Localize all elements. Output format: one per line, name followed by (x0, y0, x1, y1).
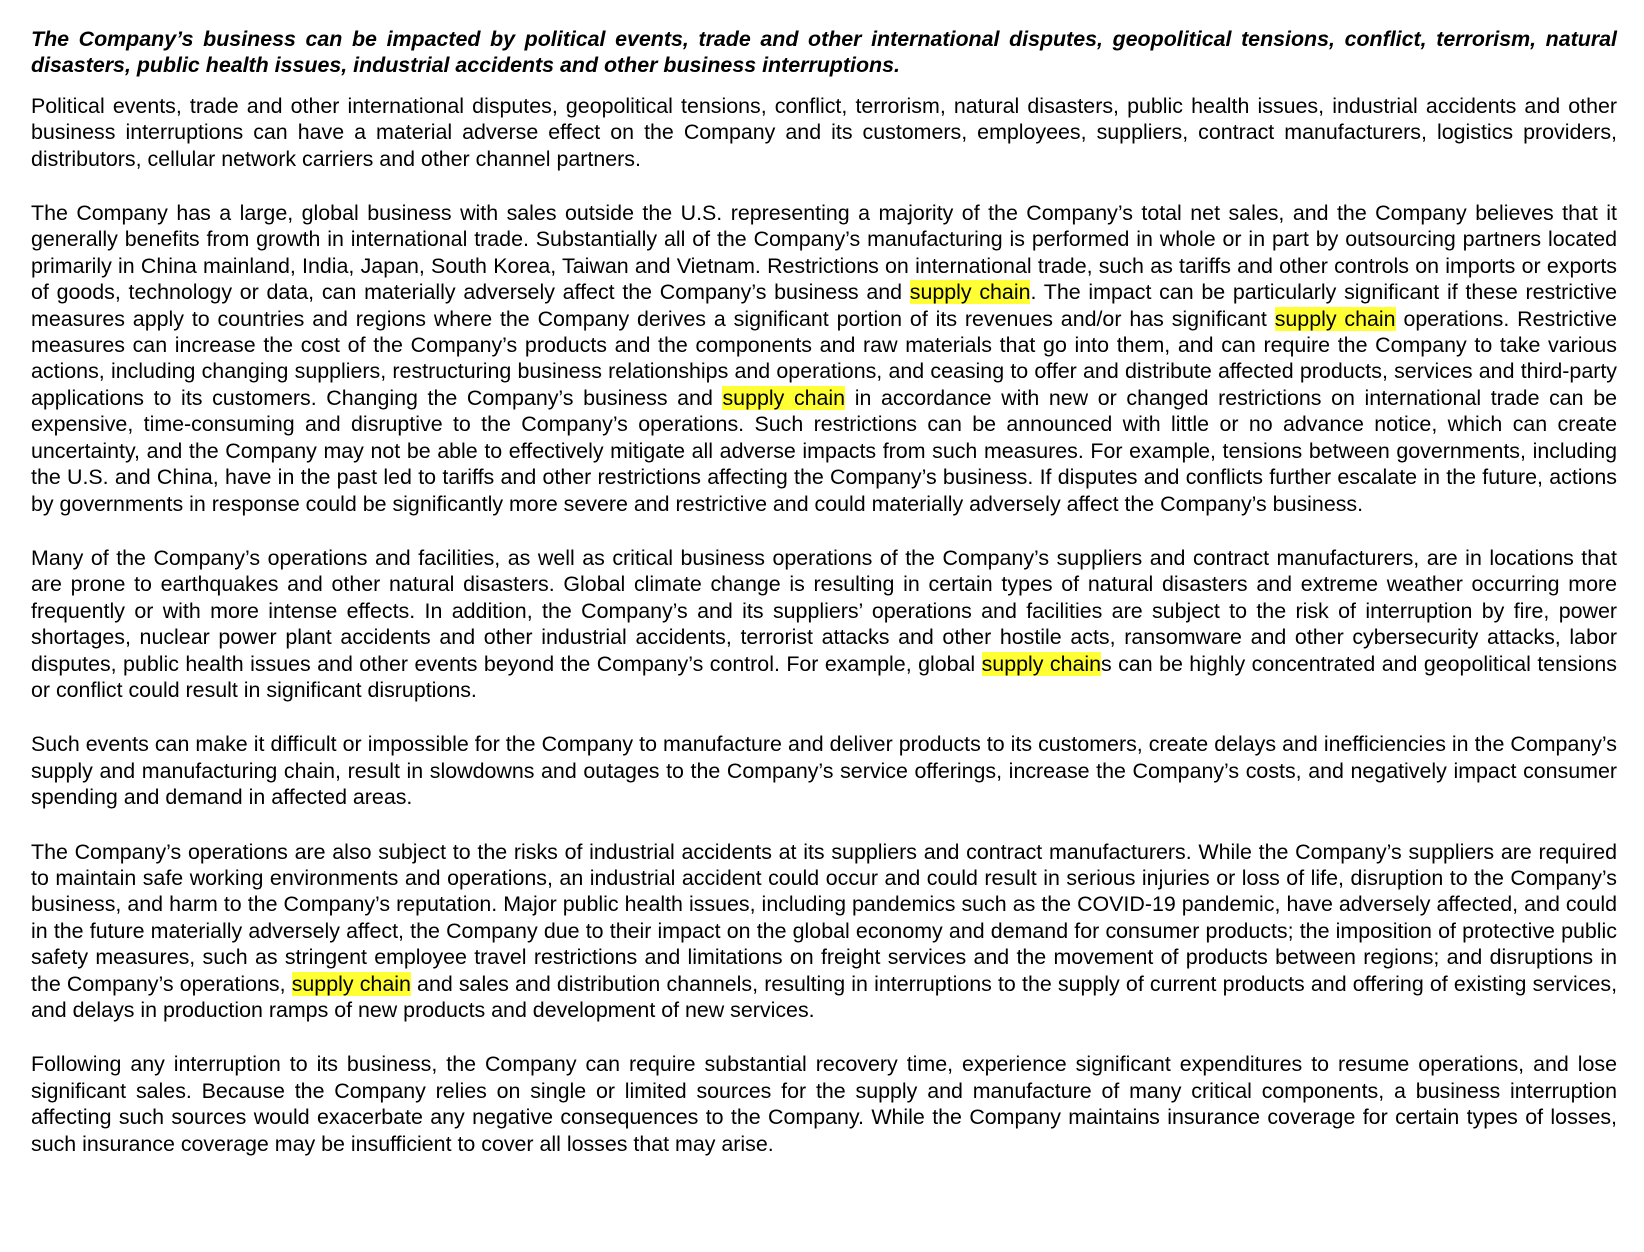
highlighted-term: supply chain (1274, 306, 1396, 331)
body-paragraph (31, 93, 1617, 172)
paragraph-text: The Company’s operations are also subject to the risks of industrial accidents at its suppliers and contract manufacturers. While the Company’s suppliers are required to maintain safe working environments and operations, an industrial accident could occur and could result in serious injuries or loss of life, disruption to the Company’s business, and harm to the Company’s reputation. Major public health issues, including pandemics such as the COVID-19 pandemic, have adversely affected, and could in the future materially adversely affect, the Company due to their impact on the global economy and demand for consumer products; the imposition of protective public safety measures, such as stringent employee travel restrictions and limitations on freight services and the movement of products between regions; and disruptions in the Company’s operations, (31, 839, 1617, 996)
highlighted-term: supply chain (981, 651, 1102, 676)
body-paragraph (31, 1051, 1617, 1157)
paragraph-text: operations. Restrictive measures can increase the cost of the Company’s products and the components and raw materials that go into them, and can require the Company to take various actions, including changing suppliers, restructuring business relationships and operations, and ceasing to offer and distribute affected products, services and third-party applications to its customers. Changing the Company’s business and (31, 306, 1618, 410)
paragraph-text: and sales and distribution channels, resulting in interruptions to the supply of current products and offering of existing services, and delays in production ramps of new products and development of new services. (31, 971, 1618, 1022)
paragraph-text: s can be highly concentrated and geopolitical tensions or conflict could result in significant disruptions. (31, 651, 1617, 702)
body-paragraph (31, 200, 1617, 517)
body-paragraph (31, 545, 1617, 703)
body-paragraph (31, 731, 1617, 810)
paragraph-text: in accordance with new or changed restrictions on international trade can be expensive, time-consuming and disruptive to the Company’s operations. Such restrictions can be announced with little or no advance notice, which can create uncertainty, and the Company may not be able to effectively mitigate all adverse impacts from such measures. For example, tensions between governments, including the U.S. and China, have in the past led to tariffs and other restrictions affecting the Company’s business. If disputes and conflicts further escalate in the future, actions by governments in response could be significantly more severe and restrictive and could materially adversely affect the Company’s business. (31, 385, 1618, 516)
section-heading: The Company’s business can be impacted by political events, trade and other international disputes, geopolitical tensions, conflict, terrorism, natural disasters, public health issues, industrial accidents and other business interruptions. (31, 27, 1617, 78)
paragraph-text: The Company has a large, global business with sales outside the U.S. representing a majority of the Company’s total net sales, and the Company believes that it generally benefits from growth in international trade. Substantially all of the Company’s manufacturing is performed in whole or in part by outsourcing partners located primarily in China mainland, India, Japan, South Korea, Taiwan and Vietnam. Restrictions on international trade, such as tariffs and other controls on imports or exports of goods, technology or data, can materially adversely affect the Company’s business and (31, 201, 1617, 305)
paragraph-text: Many of the Company’s operations and facilities, as well as critical business operations of the Company’s suppliers and contract manufacturers, are in locations that are prone to earthquakes and other natural disasters. Global climate change is resulting in certain types of natural disasters and extreme weather occurring more frequently or with more intense effects. In addition, the Company’s and its suppliers’ operations and facilities are subject to the risk of interruption by fire, power shortages, nuclear power plant accidents and other industrial accidents, terrorist attacks and other hostile acts, ransomware and other cybersecurity attacks, labor disputes, public health issues and other events beyond the Company’s control. For example, global (31, 545, 1617, 676)
highlighted-term: supply chain (722, 385, 846, 410)
highlighted-term: supply chain (291, 971, 411, 996)
paragraph-text: . The impact can be particularly significant if these restrictive measures apply to countries and regions where the Company derives a significant portion of its revenues and/or has significant (31, 280, 1617, 331)
body-paragraph (31, 839, 1617, 1024)
paragraph-text: Following any interruption to its business, the Company can require substantial recovery time, experience significant expenditures to resume operations, and lose significant sales. Because the Company relies on single or limited sources for the supply and manufacture of many critical components, a business interruption affecting such sources would exacerbate any negative consequences to the Company. While the Company maintains insurance coverage for certain types of losses, such insurance coverage may be insufficient to cover all losses that may arise. (31, 1052, 1617, 1156)
paragraph-text: Such events can make it difficult or impossible for the Company to manufacture and deliver products to its customers, create delays and inefficiencies in the Company’s supply and manufacturing chain, result in slowdowns and outages to the Company’s service offerings, increase the Company’s costs, and negatively impact consumer spending and demand in affected areas. (31, 732, 1617, 810)
paragraph-list (31, 93, 1617, 1157)
document-body (31, 26, 1617, 1157)
paragraph-text: Political events, trade and other international disputes, geopolitical tensions, conflict, terrorism, natural disasters, public health issues, industrial accidents and other business interruptions can have a material adverse effect on the Company and its customers, employees, suppliers, contract manufacturers, logistics providers, distributors, cellular network carriers and other channel partners. (31, 93, 1617, 171)
highlighted-term: supply chain (909, 280, 1031, 305)
